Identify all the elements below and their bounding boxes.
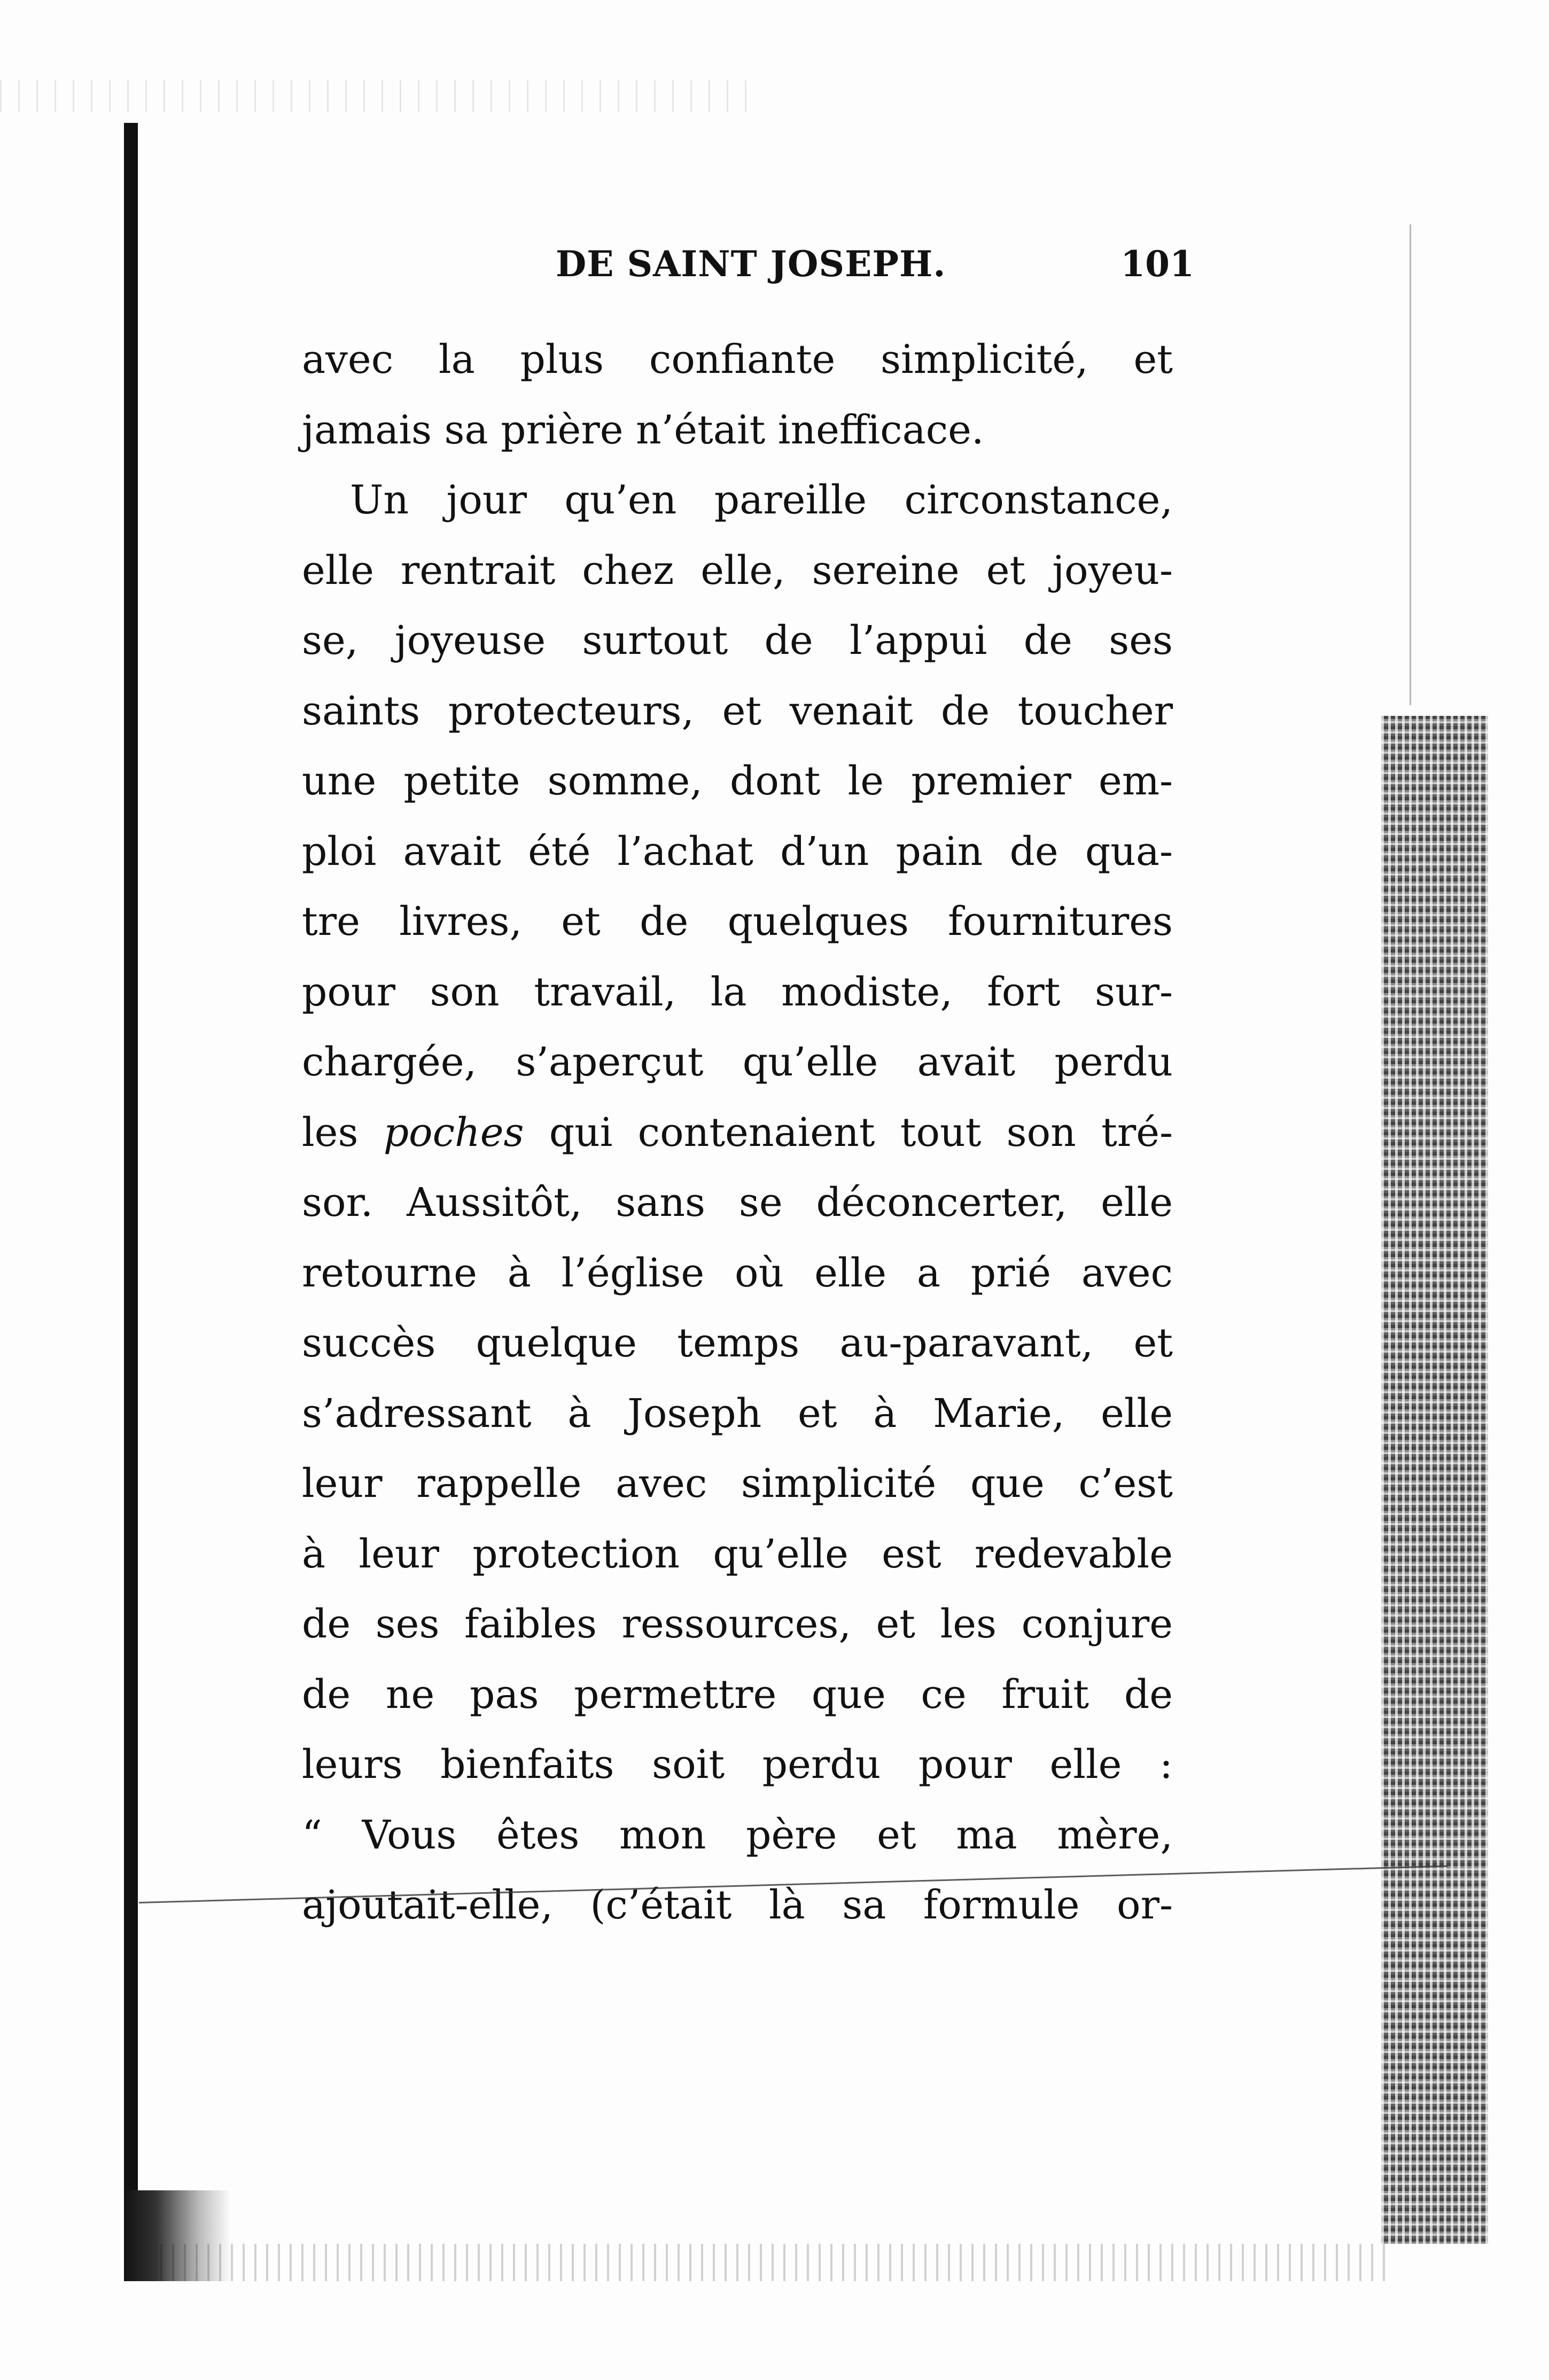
text-run: les <box>302 1109 384 1156</box>
text-line: de ses faibles ressources, et les conjure <box>302 1601 1173 1647</box>
text-run: qui contenaient tout son tré- <box>524 1109 1173 1156</box>
scan-noise-bottom <box>160 2244 1389 2281</box>
text-line: ploi avait été l’achat d’un pain de qua- <box>302 828 1173 875</box>
text-line: succès quelque temps au-paravant, et <box>302 1320 1173 1366</box>
text-line: se, joyeuse surtout de l’appui de ses <box>302 618 1173 664</box>
running-head-title: DE SAINT JOSEPH. <box>556 243 946 285</box>
body-text <box>302 325 1173 1941</box>
scan-noise-top <box>0 80 748 112</box>
text-line: tre livres, et de quelques fournitures <box>302 899 1173 945</box>
text-line: elle rentrait chez elle, sereine et joyeu- <box>302 547 1173 594</box>
text-line: leurs bienfaits soit perdu pour elle : <box>302 1742 1173 1788</box>
text-line <box>302 1098 1173 1168</box>
text-line: avec la plus confiante simplicité, et <box>302 337 1173 383</box>
text-line: Un jour qu’en pareille circonstance, <box>350 477 1173 523</box>
page-number: 101 <box>1120 243 1194 285</box>
text-line: s’adressant à Joseph et à Marie, elle <box>302 1390 1173 1437</box>
text-line: ajoutait-elle, (c’était là sa formule or- <box>302 1882 1173 1928</box>
text-line: “ Vous êtes mon père et ma mère, <box>302 1812 1173 1858</box>
text-line: une petite somme, dont le premier em- <box>302 758 1173 804</box>
text-line: de ne pas permettre que ce fruit de <box>302 1671 1173 1718</box>
text-line: leur rappelle avec simplicité que c’est <box>302 1461 1173 1507</box>
text-line: sor. Aussitôt, sans se déconcerter, elle <box>302 1180 1173 1226</box>
text-line: jamais sa prière n’était inefficace. <box>302 407 984 453</box>
italic-word: poches <box>383 1109 524 1156</box>
next-leaf-bleed-texture <box>1381 716 1488 2244</box>
text-line: saints protecteurs, et venait de toucher <box>302 688 1173 734</box>
text-line: pour son travail, la modiste, fort sur- <box>302 969 1173 1015</box>
page-edge-rule <box>1410 224 1411 705</box>
binding-edge <box>124 123 138 2270</box>
text-line: chargée, s’aperçut qu’elle avait perdu <box>302 1039 1173 1085</box>
text-line: retourne à l’église où elle a prié avec <box>302 1250 1173 1296</box>
running-head <box>556 243 1194 291</box>
text-line: à leur protection qu’elle est redevable <box>302 1531 1173 1577</box>
